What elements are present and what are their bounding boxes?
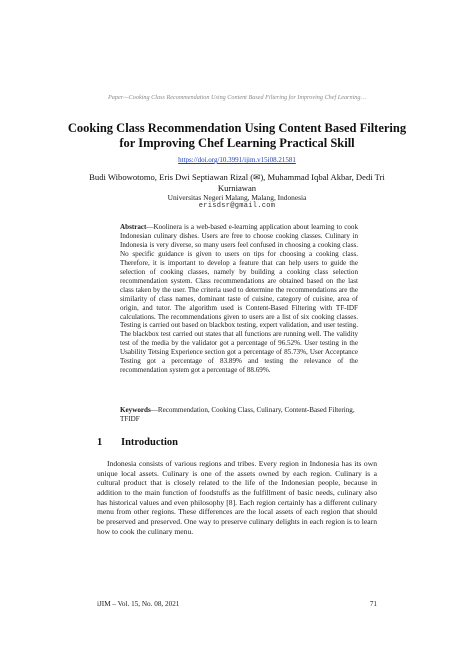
abstract-label: Abstract — [120, 223, 147, 231]
section-title: Introduction — [121, 437, 178, 448]
running-head: Paper—Cooking Class Recommendation Using Content Based Filtering for Improving Chef Learning… — [108, 94, 366, 101]
affiliation: Universitas Negeri Malang, Malang, Indonesia — [167, 193, 307, 202]
abstract — [120, 223, 358, 375]
keywords-text: —Recommendation, Cooking Class, Culinary, Content-Based Filtering, TFIDF — [120, 406, 355, 423]
intro-paragraph: Indonesia consists of various regions and tribes. Every region in Indonesia has its own unique local assets. Culinary is one of the assets owned by each region. Culinary is a cultural product that is closely related to the life of the Indonesian people, because in addition to the main function of foodstuffs as the fulfillment of basic needs, culinary also has historical values and even philosophy [8]. Each region certainly has a different culinary menu from other regions. These differences are the local assets of each region that should be preserved and preserved. One way to preserve culinary delights in each region is to learn how to cook the culinary menu. — [97, 459, 377, 536]
section-heading — [97, 437, 397, 448]
paper-title: Cooking Class Recommendation Using Content Based Filtering for Improving Chef Learning Practical Skill — [67, 121, 407, 150]
page-number: 71 — [369, 600, 377, 608]
keywords-label: Keywords — [120, 406, 151, 414]
author-list: Budi Wibowotomo, Eris Dwi Septiawan Rizal (✉), Muhammad Iqbal Akbar, Dedi Tri Kurniawan — [89, 172, 385, 193]
keywords — [120, 406, 358, 424]
section-number: 1 — [97, 437, 103, 448]
doi-link[interactable]: https://doi.org/10.3991/ijim.v15i08.21581 — [178, 156, 296, 164]
abstract-text: —Koolinera is a web-based e-learning application about learning to cook Indonesian culinary dishes. Users are free to choose cooking classes. Culinary in Indonesia is very diverse, so many users feel confused in choosing a cooking class. No specific guidance is given to users on tips for choosing a cooking class. Therefore, it is important to develop a feature that can help users to guide the selection of cooking classes, namely by building a cooking class selection recommendation system. Class recommendations are obtained based on the last class taken by the user. The criteria used to determine the recommendations are the similarity of class names, dominant taste of cuisine, category of cuisine, area of origin, and tutor. The algorithm used is Content-Based Filtering with TF-IDF calculations. The recommendations given to users are a list of six cooking classes. Testing is carried out based on blackbox testing, expert validation, and user testing. The blackbox test carried out states that all functions are running well. The validity test of the media by the validator got a percentage of 96.52%. User testing in the Usability Tetsing Experience section got a percentage of 85.73%, User Acceptance Testing got a percentage of 83.89% and testing the relevance of the recommendation system got a percentage of 88.69%. — [120, 223, 358, 375]
author-email: erisdsr@gmail.com — [198, 202, 276, 210]
journal-footer: iJIM – Vol. 15, No. 08, 2021 — [97, 600, 180, 608]
